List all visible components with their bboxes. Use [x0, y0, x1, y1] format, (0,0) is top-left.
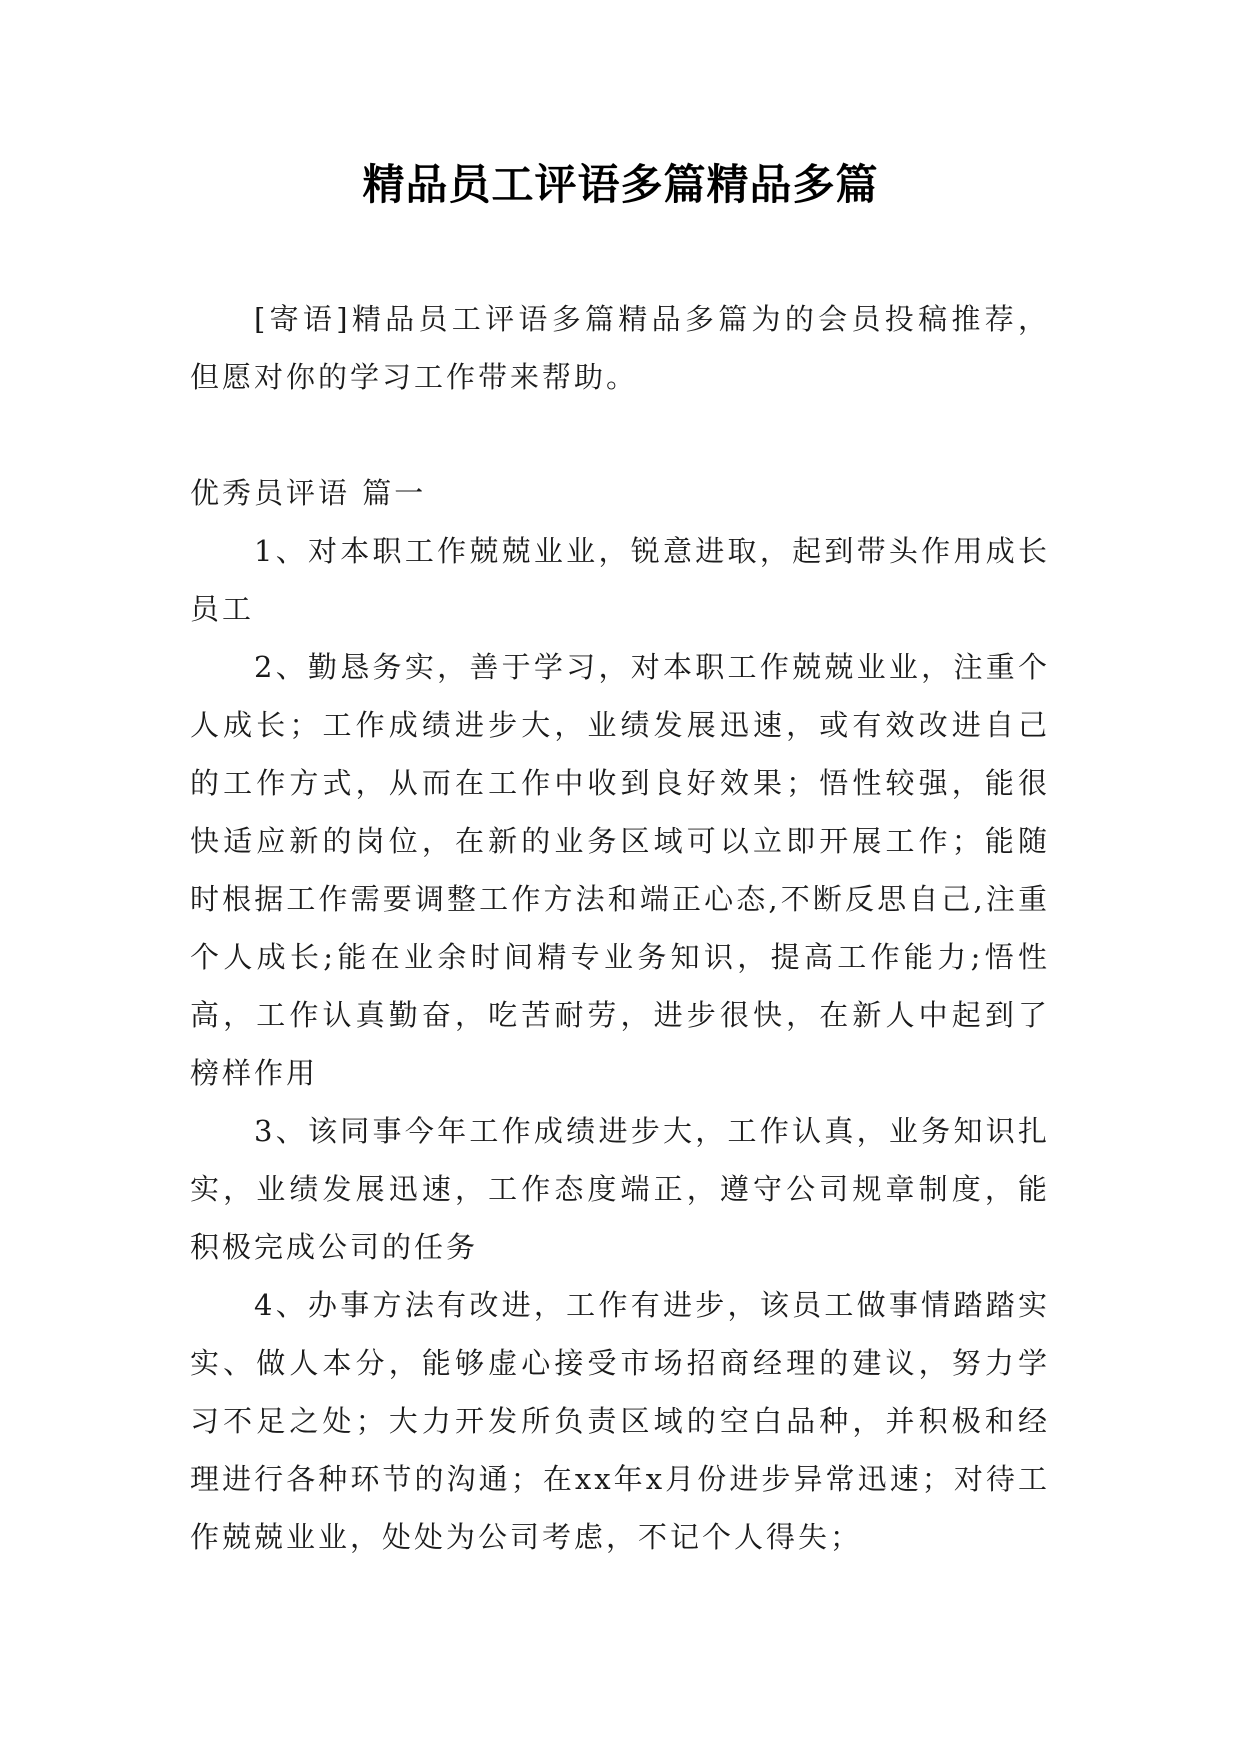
document-title: 精品员工评语多篇精品多篇 [362, 160, 879, 209]
list-item: 1、对本职工作兢兢业业，锐意进取，起到带头作用成长员工 [190, 534, 1050, 626]
list-item: 3、该同事今年工作成绩进步大，工作认真，业务知识扎实，业绩发展迅速，工作态度端正，遵守公司规章制度，能积极完成公司的任务 [190, 1114, 1050, 1264]
list-item: 2、勤恳务实，善于学习，对本职工作兢兢业业，注重个人成长；工作成绩进步大，业绩发展迅速，或有效改进自己的工作方式，从而在工作中收到良好效果；悟性较强，能很快适应新的岗位，在新的业务区域可以立即开展工作；能随时根据工作需要调整工作方法和端正心态,不断反思自己,注重个人成长;能在业余时间精专业务知识，提高工作能力;悟性高，工作认真勤奋，吃苦耐劳，进步很快，在新人中起到了榜样作用 [190, 650, 1050, 1090]
intro-paragraph: [寄语]精品员工评语多篇精品多篇为的会员投稿推荐，但愿对你的学习工作带来帮助。 [190, 302, 1050, 394]
list-item: 4、办事方法有改进，工作有进步，该员工做事情踏踏实实、做人本分，能够虚心接受市场招商经理的建议，努力学习不足之处；大力开发所负责区域的空白品种，并积极和经理进行各种环节的沟通；在xx年x月份进步异常迅速；对待工作兢兢业业，处处为公司考虑，不记个人得失； [190, 1288, 1050, 1554]
section-heading: 优秀员评语 篇一 [190, 476, 427, 510]
document-body [190, 290, 1050, 1566]
